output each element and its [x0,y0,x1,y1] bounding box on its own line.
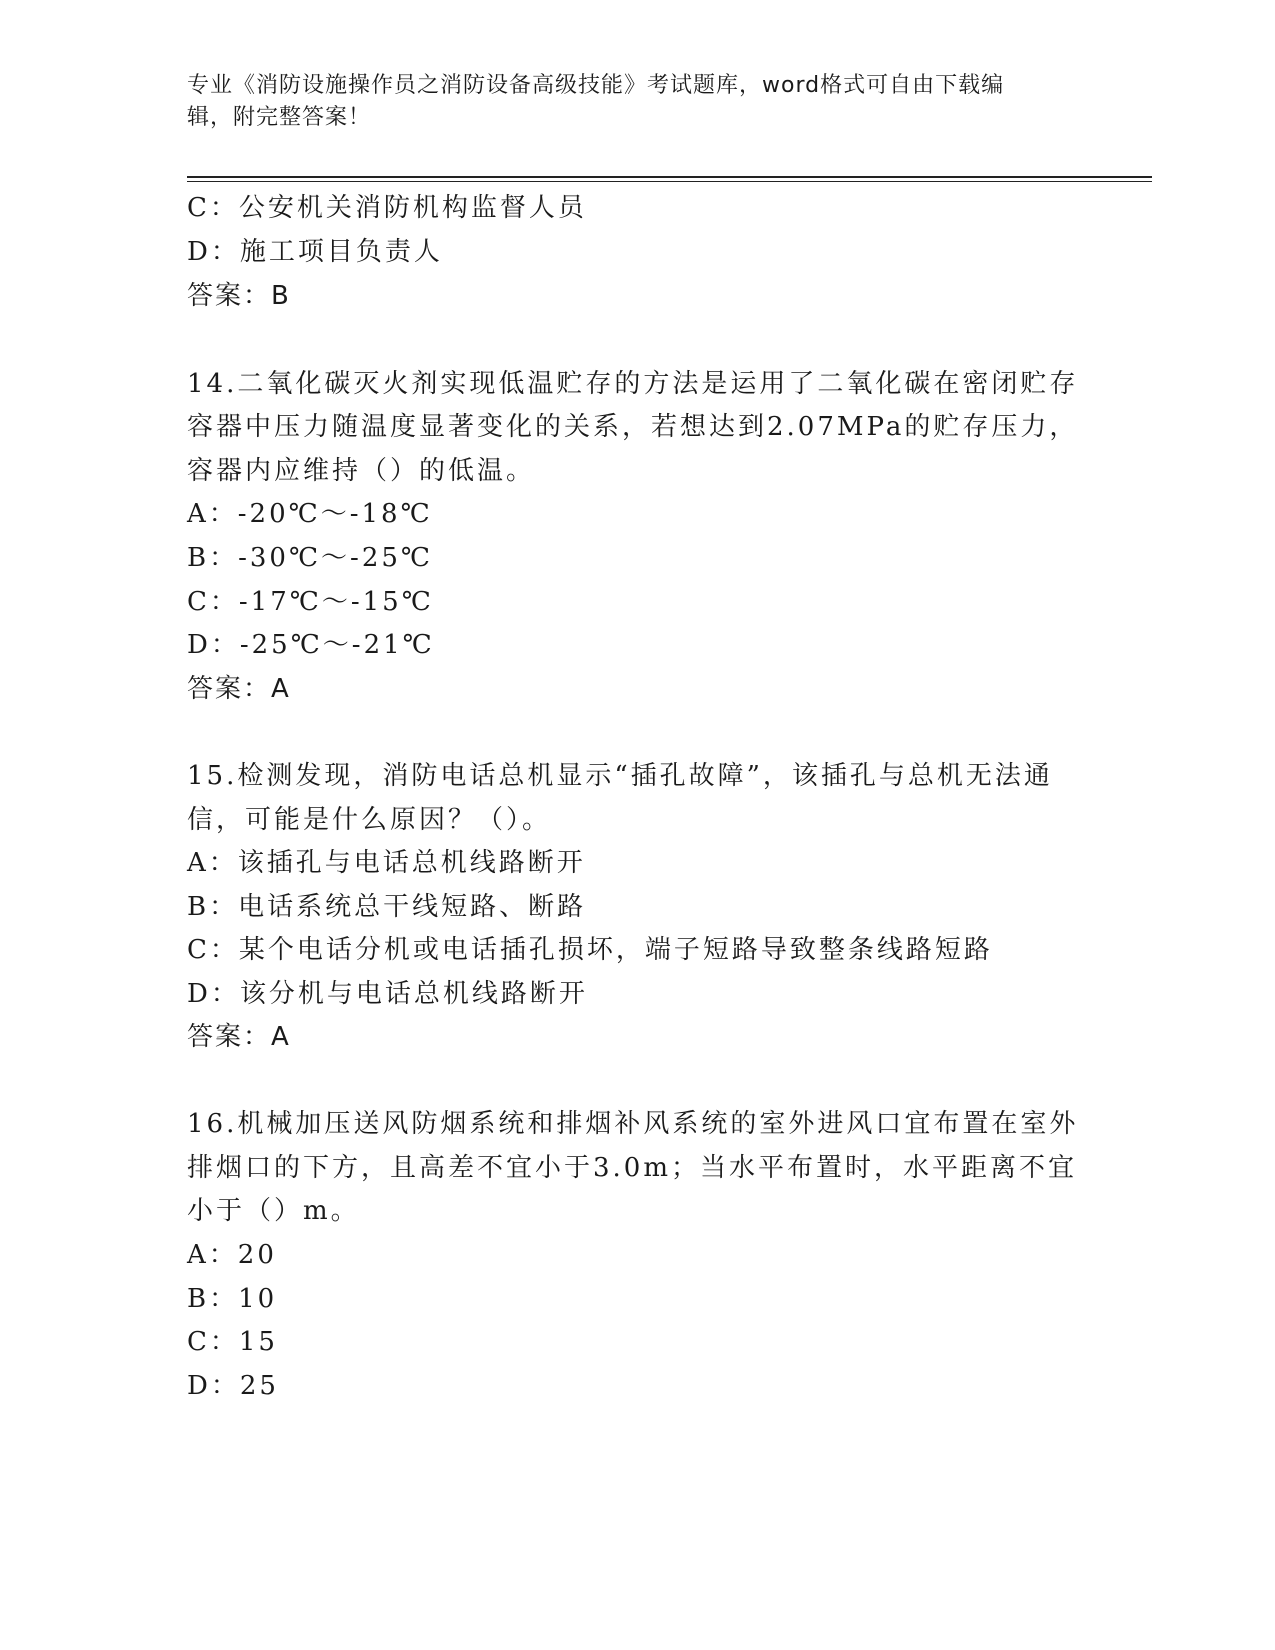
q13-answer: 答案：B [187,281,291,311]
q14-option-a: A：-20℃～-18℃ [187,499,433,529]
q14-stem-line-3: 容器内应维持（）的低温。 [187,456,536,486]
q16-stem-line-1: 16.机械加压送风防烟系统和排烟补风系统的室外进风口宜布置在室外 [187,1109,1079,1139]
q16-option-c: C：15 [187,1327,278,1357]
q15-option-a: A：该插孔与电话总机线路断开 [187,848,586,878]
q16-option-b: B：10 [187,1284,278,1314]
page-header [187,70,1067,134]
q15-answer: 答案：A [187,1022,291,1052]
header-line-1: 专业《消防设施操作员之消防设备高级技能》考试题库，word格式可自由下载编 [187,73,1005,98]
q16-option-d: D：25 [187,1371,279,1401]
q14-stem-line-2: 容器中压力随温度显著变化的关系，若想达到2.07MPa的贮存压力， [187,412,1079,442]
q14-option-d: D：-25℃～-21℃ [187,630,435,660]
q15-option-b: B：电话系统总干线短路、断路 [187,892,587,922]
q16-option-a: A：20 [187,1240,277,1270]
q14-option-b: B：-30℃～-25℃ [187,543,434,573]
q15-option-c: C：某个电话分机或电话插孔损坏，端子短路导致整条线路短路 [187,935,993,965]
q15-stem-line-1: 15.检测发现，消防电话总机显示“插孔故障”，该插孔与总机无法通 [187,761,1053,791]
q14-stem-line-1: 14.二氧化碳灭火剂实现低温贮存的方法是运用了二氧化碳在密闭贮存 [187,369,1079,399]
q13-option-d: D：施工项目负责人 [187,237,443,267]
q14-option-c: C：-17℃～-15℃ [187,587,434,617]
header-divider-thick [187,176,1152,178]
q14-answer: 答案：A [187,674,291,704]
q15-stem-line-2: 信，可能是什么原因？（）。 [187,805,552,835]
q13-option-c: C：公安机关消防机构监督人员 [187,193,587,223]
header-divider-thin [187,181,1152,182]
q15-option-d: D：该分机与电话总机线路断开 [187,979,588,1009]
header-line-2: 辑，附完整答案！ [187,105,372,130]
q16-stem-line-3: 小于（）m。 [187,1196,360,1226]
q16-stem-line-2: 排烟口的下方，且高差不宜小于3.0m；当水平布置时，水平距离不宜 [187,1153,1078,1183]
